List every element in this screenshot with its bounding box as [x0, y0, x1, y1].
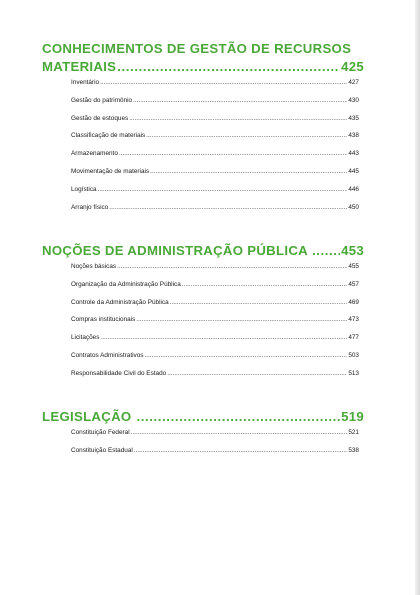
entry-label: Contratos Administrativos [71, 351, 144, 359]
toc-entry[interactable] [71, 299, 359, 317]
entry-page-number: 538 [348, 446, 359, 454]
entry-label: Arranjo físico [71, 203, 109, 211]
entry-list [71, 263, 359, 388]
section-title-line1: CONHECIMENTOS DE GESTÃO DE RECURSOS [42, 41, 352, 56]
dot-leader [167, 370, 347, 377]
entry-page-number: 455 [348, 263, 359, 270]
entry-label: Armazenamento [71, 150, 118, 158]
dot-leader [129, 115, 347, 122]
entry-label: Gestão do patrimônio [71, 96, 133, 104]
entry-page-number: 457 [348, 280, 359, 288]
dot-leader [98, 186, 348, 193]
entry-page-number: 503 [348, 351, 359, 359]
toc-entry[interactable] [71, 316, 359, 334]
entry-page-number: 445 [348, 167, 359, 175]
entry-label: Inventário [71, 79, 100, 86]
toc-entry[interactable] [71, 186, 359, 204]
dot-leader [150, 168, 347, 175]
dot-leader [100, 79, 347, 86]
toc-entry[interactable] [71, 334, 359, 352]
dot-leader [133, 97, 347, 104]
dot-leader [109, 204, 347, 211]
toc-entry[interactable] [71, 115, 359, 133]
entry-page-number: 473 [348, 316, 359, 324]
section-page-number: 453 [341, 243, 364, 258]
entry-page-number: 450 [348, 203, 359, 211]
entry-label: Logística [71, 185, 97, 193]
toc-entry[interactable] [71, 370, 359, 388]
toc-entry[interactable] [71, 281, 359, 299]
entry-label: Movimentação de materiais [71, 167, 150, 175]
entry-list [71, 429, 359, 465]
entry-page-number: 521 [348, 429, 359, 436]
entry-label: Constituição Federal [71, 429, 130, 436]
dot-leader [117, 263, 347, 270]
toc-entry[interactable] [71, 168, 359, 186]
toc-entry[interactable] [71, 150, 359, 168]
dot-leader [117, 58, 340, 76]
entry-label: Responsabilidade Civil do Estado [71, 369, 167, 377]
entry-page-number: 477 [348, 334, 359, 342]
section-title-text: NOÇÕES DE ADMINISTRAÇÃO PÚBLICA [42, 243, 308, 258]
dot-leader [119, 150, 347, 157]
entry-label: Organização da Administração Pública [71, 280, 181, 288]
dot-leader [134, 447, 348, 454]
entry-page-number: 469 [348, 298, 359, 306]
toc-entry[interactable] [71, 79, 359, 97]
entry-page-number: 443 [348, 150, 359, 158]
page-edge-shadow [415, 0, 420, 595]
toc-entry[interactable] [71, 132, 359, 150]
entry-label: Classificação de materiais [71, 132, 146, 140]
dot-leader [100, 334, 347, 341]
entry-page-number: 430 [348, 96, 359, 104]
entry-label: Constituição Estadual [71, 446, 133, 454]
toc-section-administracao-publica [42, 242, 364, 388]
toc-section-legislacao [42, 408, 364, 465]
dot-leader [312, 242, 340, 260]
entry-page-number: 446 [348, 185, 359, 193]
entry-label: Noções básicas [71, 263, 117, 270]
dot-leader [146, 132, 347, 139]
section-title-text: LEGISLAÇÃO [42, 409, 132, 424]
section-title[interactable] [42, 40, 364, 76]
entry-page-number: 435 [348, 114, 359, 122]
entry-page-number: 513 [348, 369, 359, 377]
entry-label: Gestão de estoques [71, 114, 129, 122]
entry-list [71, 79, 359, 221]
dot-leader [182, 281, 348, 288]
toc-entry[interactable] [71, 447, 359, 465]
section-title[interactable] [42, 242, 364, 260]
dot-leader [131, 429, 348, 436]
toc-entry[interactable] [71, 204, 359, 222]
section-title[interactable] [42, 408, 364, 426]
entry-page-number: 427 [348, 79, 359, 86]
entry-label: Licitações [71, 334, 100, 342]
section-title-line2: MATERIAIS [42, 59, 117, 74]
toc-entry[interactable] [71, 352, 359, 370]
dot-leader [170, 299, 348, 306]
toc-entry[interactable] [71, 429, 359, 447]
entry-label: Controle da Administração Pública [71, 298, 169, 306]
toc-entry[interactable] [71, 97, 359, 115]
entry-page-number: 438 [348, 132, 359, 140]
entry-label: Compras institucionais [71, 316, 136, 324]
toc-entry[interactable] [71, 263, 359, 281]
toc-section-gestao-recursos [42, 40, 364, 221]
dot-leader [136, 316, 347, 323]
dot-leader [144, 352, 347, 359]
section-page-number: 519 [341, 409, 364, 424]
dot-leader [136, 408, 340, 426]
section-page-number: 425 [341, 59, 364, 74]
